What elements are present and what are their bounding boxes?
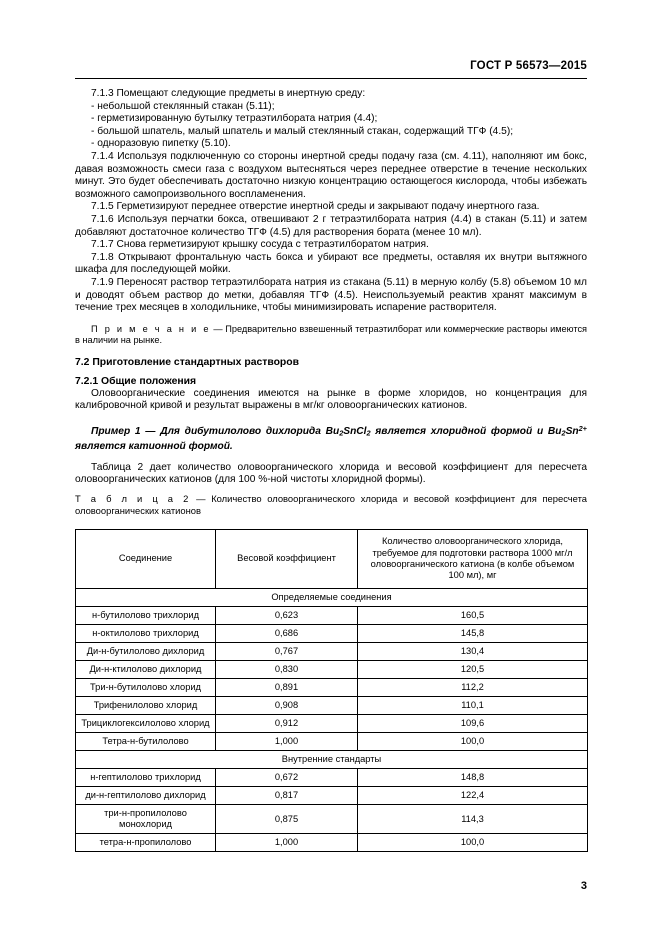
note-block xyxy=(75,324,587,347)
column-header-compound: Соединение xyxy=(76,530,216,589)
heading-7-2-1: 7.2.1 Общие положения xyxy=(75,375,197,387)
cell-compound: Тетра-н-бутилолово xyxy=(76,733,216,751)
header-divider xyxy=(75,78,587,79)
paragraph-7-1-4: 7.1.4 Используя подключенную со стороны инертной среды подачу газа (см. 4.11), наполняют им бокс, давая возможность смеси газа с воздухом вытесняться через переднее отверстие в течение нескольких минут. Это будет обеспечивать достаточно низкую концентрацию остающегося кислорода, чтобы избежать возможного самопроизвольного воспламенения. xyxy=(75,150,587,200)
cell-amount: 110,1 xyxy=(358,697,588,715)
table-row xyxy=(76,769,588,787)
cell-compound: Три-н-бутилолово хлорид xyxy=(76,679,216,697)
table-row xyxy=(76,607,588,625)
section-title-determined-compounds: Определяемые соединения xyxy=(76,589,588,607)
example-text-part-2: является хлоридной формой и xyxy=(370,426,548,438)
example-text-part-1: Для дибутилолово дихлорида xyxy=(155,426,326,438)
cell-amount: 114,3 xyxy=(358,805,588,834)
paragraph-7-1-9: 7.1.9 Переносят раствор тетраэтилбората натрия из стакана (5.11) в мерную колбу (5.8) объемом 10 мл и доводят объем раствор до метки, добавляя ТГФ (4.5). Неиспользуемый реактив хранят максимум в течение трех месяцев в холодильнике, чтобы минимизировать испарение растворителя. xyxy=(75,276,587,314)
table-row xyxy=(76,679,588,697)
cell-amount: 112,2 xyxy=(358,679,588,697)
cell-compound: н-гептилолово трихлорид xyxy=(76,769,216,787)
table-2 xyxy=(75,529,588,852)
table-caption-dash: — xyxy=(196,492,206,504)
cell-coefficient: 0,875 xyxy=(216,805,358,834)
table-caption xyxy=(75,493,587,517)
cell-compound: Трифенилолово хлорид xyxy=(76,697,216,715)
cell-compound: три-н-пропилолово монохлорид xyxy=(76,805,216,834)
bullet-item-1: - герметизированную бутылку тетраэтилбората натрия (4.4); xyxy=(91,113,378,125)
table-body xyxy=(76,589,588,852)
table-row xyxy=(76,625,588,643)
paragraph-7-1-6: 7.1.6 Используя перчатки бокса, отвешивают 2 г тетраэтилбората натрия (4.4) в стакан (5.11) и затем добавляют достаточное количество ТГФ (4.5) для растворения бората (менее 10 мл). xyxy=(75,213,587,238)
cell-amount: 109,6 xyxy=(358,715,588,733)
paragraph-table-intro: Таблица 2 дает количество оловоорганического хлорида и весовой коэффициент для пересчета оловоорганических катионов (для 100 %-ной чистоты хлоридной формы). xyxy=(75,461,587,486)
heading-7-2: 7.2 Приготовление стандартных растворов xyxy=(75,356,300,368)
formula-subscript: 2 xyxy=(561,428,566,438)
chemical-formula-bu2sn-cation xyxy=(548,426,587,437)
cell-compound: Ди-н-бутилолово дихлорид xyxy=(76,643,216,661)
cell-amount: 100,0 xyxy=(358,733,588,751)
table-section-row xyxy=(76,751,588,769)
cell-coefficient: 1,000 xyxy=(216,834,358,852)
table-row xyxy=(76,805,588,834)
cell-amount: 145,8 xyxy=(358,625,588,643)
bullet-item-0: - небольшой стеклянный стакан (5.11); xyxy=(91,100,275,112)
cell-amount: 148,8 xyxy=(358,769,588,787)
formula-mid: Sn xyxy=(565,426,579,438)
cell-coefficient: 0,891 xyxy=(216,679,358,697)
cell-amount: 130,4 xyxy=(358,643,588,661)
formula-subscript: 2 xyxy=(339,428,344,438)
formula-mid: SnCl xyxy=(343,426,367,438)
table-row xyxy=(76,661,588,679)
spacer xyxy=(75,347,587,356)
cell-amount: 120,5 xyxy=(358,661,588,679)
note-dash: — xyxy=(213,323,223,334)
table-row xyxy=(76,834,588,852)
table-caption-label: Т а б л и ц а 2 xyxy=(75,492,191,504)
formula-subscript: 2 xyxy=(366,428,371,438)
spacer xyxy=(75,453,587,462)
chemical-formula-bu2sncl2 xyxy=(326,426,371,437)
example-prefix: Пример 1 — xyxy=(91,426,156,438)
cell-amount: 160,5 xyxy=(358,607,588,625)
note-text: Предварительно взвешенный тетраэтилборат или коммерческие растворы имеются в наличии на рынке. xyxy=(75,323,588,346)
cell-amount: 100,0 xyxy=(358,834,588,852)
cell-compound: Ди-н-ктилолово дихлорид xyxy=(76,661,216,679)
example-text-part-3: является катионной формой. xyxy=(75,440,233,452)
page-header-standard-id: ГОСТ Р 56573—2015 xyxy=(470,60,587,72)
bullet-item-2: - большой шпатель, малый шпатель и малый стеклянный стакан, содержащий ТГФ (4.5); xyxy=(91,125,514,137)
cell-compound: ди-н-гептилолово дихлорид xyxy=(76,787,216,805)
table-2-container xyxy=(75,529,587,852)
cell-coefficient: 0,908 xyxy=(216,697,358,715)
cell-coefficient: 1,000 xyxy=(216,733,358,751)
paragraph-7-1-3: 7.1.3 Помещают следующие предметы в инертную среду: xyxy=(91,88,366,99)
table-row xyxy=(76,787,588,805)
cell-coefficient: 0,817 xyxy=(216,787,358,805)
cell-compound: тетра-н-пропилолово xyxy=(76,834,216,852)
cell-compound: Трициклогексилолово хлорид xyxy=(76,715,216,733)
column-header-amount: Количество оловоорганического хлорида, требуемое для подготовки раствора 1000 мг/л оловоорганического катиона (в колбе объемом 100 мл), мг xyxy=(358,530,588,589)
cell-compound: н-бутилолово трихлорид xyxy=(76,607,216,625)
cell-coefficient: 0,623 xyxy=(216,607,358,625)
formula-base: Bu xyxy=(325,426,340,438)
paragraph-7-1-5: 7.1.5 Герметизируют переднее отверстие инертной среды и закрывают подачу инертного газа. xyxy=(91,201,540,213)
cell-coefficient: 0,767 xyxy=(216,643,358,661)
cell-coefficient: 0,672 xyxy=(216,769,358,787)
cell-coefficient: 0,830 xyxy=(216,661,358,679)
cell-compound: н-октилолово трихлорид xyxy=(76,625,216,643)
example-1 xyxy=(75,422,587,453)
section-title-internal-standards: Внутренние стандарты xyxy=(76,751,588,769)
table-row xyxy=(76,697,588,715)
cell-coefficient: 0,912 xyxy=(216,715,358,733)
paragraph-7-1-7: 7.1.7 Снова герметизируют крышку сосуда с тетраэтилборатом натрия. xyxy=(91,239,429,251)
page-number: 3 xyxy=(580,880,587,892)
table-section-row xyxy=(76,589,588,607)
paragraph-7-2-1: Оловоорганические соединения имеются на рынке в форме хлоридов, но концентрация для калибровочной кривой и результат выражены в мг/кг оловоорганических катионов. xyxy=(75,387,587,412)
column-header-coefficient: Весовой коэффициент xyxy=(216,530,358,589)
cell-coefficient: 0,686 xyxy=(216,625,358,643)
table-header-row xyxy=(76,530,588,589)
spacer xyxy=(75,413,587,422)
bullet-item-3: - одноразовую пипетку (5.10). xyxy=(91,138,231,150)
table-header xyxy=(76,530,588,589)
table-caption-text: Количество оловоорганического хлорида и весовой коэффициент для пересчета оловоорганических катионов xyxy=(75,492,587,516)
table-row xyxy=(76,643,588,661)
note-label: П р и м е ч а н и е xyxy=(91,323,211,334)
formula-base: Bu xyxy=(547,426,562,438)
spacer xyxy=(75,315,587,324)
table-row xyxy=(76,733,588,751)
paragraph-7-1-8: 7.1.8 Открывают фронтальную часть бокса и убирают все предметы, оставляя их внутри вытяжного шкафа для последующей мойки. xyxy=(75,251,587,276)
cell-amount: 122,4 xyxy=(358,787,588,805)
document-body xyxy=(75,88,587,517)
table-row xyxy=(76,715,588,733)
formula-superscript: 2+ xyxy=(578,424,587,434)
